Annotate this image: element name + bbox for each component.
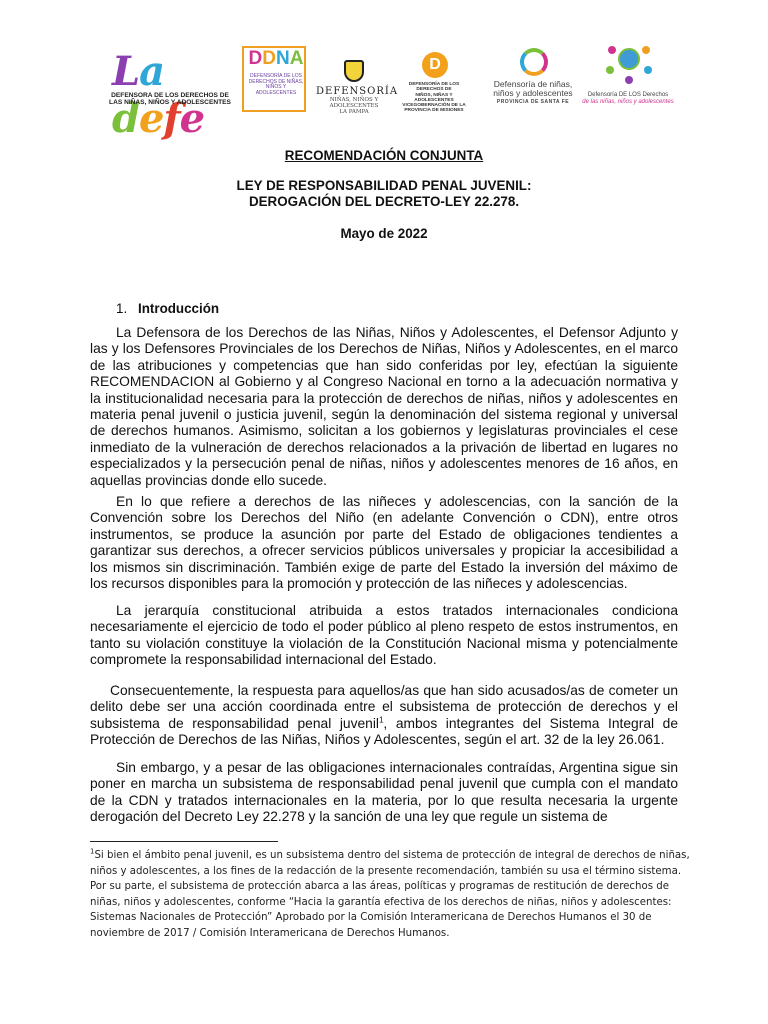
logo-la-defe <box>108 44 232 142</box>
shield-icon <box>344 60 364 82</box>
paragraph-1: La Defensora de los Derechos de las Niñas, Niños y Adolescentes, el Defensor Adjunto y las y los Defensores Provinciales de los Derechos de Niñas, Niños y Adolescentes, en el marco de las atribuciones y competencias que han sido conferidas por ley, efectúan la siguiente RECOMENDACION al Gobierno y al Congreso Nacional en torno a la adecuación normativa y la institucionalidad necesaria para la protección de derechos de niñas, niños y adolescentes en materia penal juvenil o justicia juvenil, según la denominación del sistema regional y universal de derechos humanos. Asimismo, solicitan a los gobiernos y legislaturas provinciales el cese inmediato de la vulneración de derechos relacionados a la privación de libertad en lugares no especializados y la persecución penal de niñas, niños y adolescentes menores de 16 años, en aquellas provincias donde ello sucede. <box>90 325 678 488</box>
logo-ddna <box>242 44 310 120</box>
law-title-line-2: DEROGACIÓN DEL DECRETO-LEY 22.278. <box>248 194 520 209</box>
footnote <box>90 848 690 942</box>
logo-la-pampa-caption: DEFENSORÍA NIÑAS, NIÑOS Y ADOLESCENTES LA PAMPA <box>316 86 399 116</box>
figure-dot-icon <box>608 46 616 54</box>
footnote-number: 1 <box>90 847 95 856</box>
logo-defensoria-santa-fe <box>490 44 576 120</box>
globe-icon <box>618 48 640 70</box>
paragraph-4: Consecuentemente, la respuesta para aquellos/as que han sido acusados/as de cometer un delito debe ser una acción coordinada entre el subsistema de protección de derechos y el subsistema de responsabilidad penal juvenil$^1$, ambos integrantes del Sistema Integral de Protección de Derechos de las Niñas, Niños y Adolescentes, según el art. 32 de la ley 26.061. <box>90 683 678 748</box>
logo-defensoria-la-pampa <box>316 44 399 120</box>
logo-defensoria-misiones <box>396 44 472 120</box>
logo-bar <box>92 44 676 142</box>
logo-la-defe-wordmark: La defe <box>112 48 205 142</box>
logo-ddna-wordmark: DDNA <box>248 48 304 69</box>
figure-dot-icon <box>606 66 614 74</box>
document-title: RECOMENDACIÓN CONJUNTA <box>284 148 484 163</box>
law-title <box>90 178 678 210</box>
logo-santa-fe-caption: Defensoría de niñas, niños y adolescentes PROVINCIA DE SANTA FE <box>493 79 573 105</box>
logo-ddna-caption: DEFENSORÍA DE LOS DERECHOS DE NIÑAS, NIÑOS Y ADOLESCENTES <box>248 73 304 96</box>
paragraph-5: Sin embargo, y a pesar de las obligaciones internacionales contraídas, Argentina sigue sin poner en marcha un subsistema de responsabilidad penal juvenil que cumpla con el mandato de la CDN y tratados internacionales en la materia, por lo que resulta necesaria la urgente derogación del Decreto Ley 22.278 y la sanción de una ley que regule un sistema de <box>90 760 678 825</box>
footnote-ref[interactable]: 1 <box>378 715 384 725</box>
document-date: Mayo de 2022 <box>340 226 428 241</box>
d-circle-icon: D <box>422 52 448 78</box>
logo-derechos-caption: Defensoría DE LOS Derechos de las niñas, niños y adolescentes <box>582 92 674 105</box>
law-title-line-1: LEY DE RESPONSABILIDAD PENAL JUVENIL: <box>236 178 532 193</box>
logo-la-defe-caption: DEFENSORA DE LOS DERECHOS DE LAS NIÑAS, NIÑOS Y ADOLESCENTES <box>109 92 231 107</box>
logo-defensoria-derechos <box>582 44 674 120</box>
paragraph-3: La jerarquía constitucional atribuida a estos tratados internacionales condiciona necesariamente el ejercicio de todo el poder público al pleno respeto de estos instrumentos, en tanto su violación constituye la violación de la Constitución Nacional misma y potencialmente compromete la responsabilidad internacional del Estado. <box>90 603 678 668</box>
figure-dot-icon <box>642 46 650 54</box>
section-number: 1. <box>116 301 128 316</box>
footnote-divider <box>90 841 278 842</box>
figure-dot-icon <box>644 66 652 74</box>
figure-dot-icon <box>625 76 633 84</box>
footnote-text: Si bien el ámbito penal juvenil, es un subsistema dentro del sistema de protección de integral de derechos de niñas, niños y adolescentes, a los fines de la redacción de la presente recomendación, también su usa el término sistema. Por su parte, el subsistema de protección abarca a las áreas, políticas y programas de restitución de derechos de niñas, niños y adolescentes, conforme “Hacia la garantía efectiva de los derechos de niñas, niños y adolescentes: Sistemas Nacionales de Protección” Aprobado por la Comisión Interamericana de Derechos Humanos el 30 de noviembre de 2017 / Comisión Interamericana de Derechos Humanos. <box>90 850 690 939</box>
section-title: Introducción <box>138 301 220 316</box>
logo-misiones-caption: DEFENSORÍA DE LOS DERECHOS DE NIÑOS, NIÑAS Y ADOLESCENTES VICEGOBERNACIÓN DE LA PROVINCIA DE MISIONES <box>402 82 466 114</box>
paragraph-2: En lo que refiere a derechos de las niñeces y adolescencias, con la sanción de la Convención sobre los Derechos del Niño (en adelante Convención o CDN), entre otros instrumentos, se produce la asunción por parte del Estado de obligaciones tendientes a garantizar sus derechos, a ofrecer servicios públicos universales y propiciar la accesibilidad a los mismos sin discriminación. También exige de parte del Estado la inversión del máximo de los recursos disponibles para la promoción y protección de las niñeces y adolescencias. <box>90 494 678 592</box>
color-ring-icon <box>520 48 548 76</box>
section-heading <box>116 301 219 317</box>
